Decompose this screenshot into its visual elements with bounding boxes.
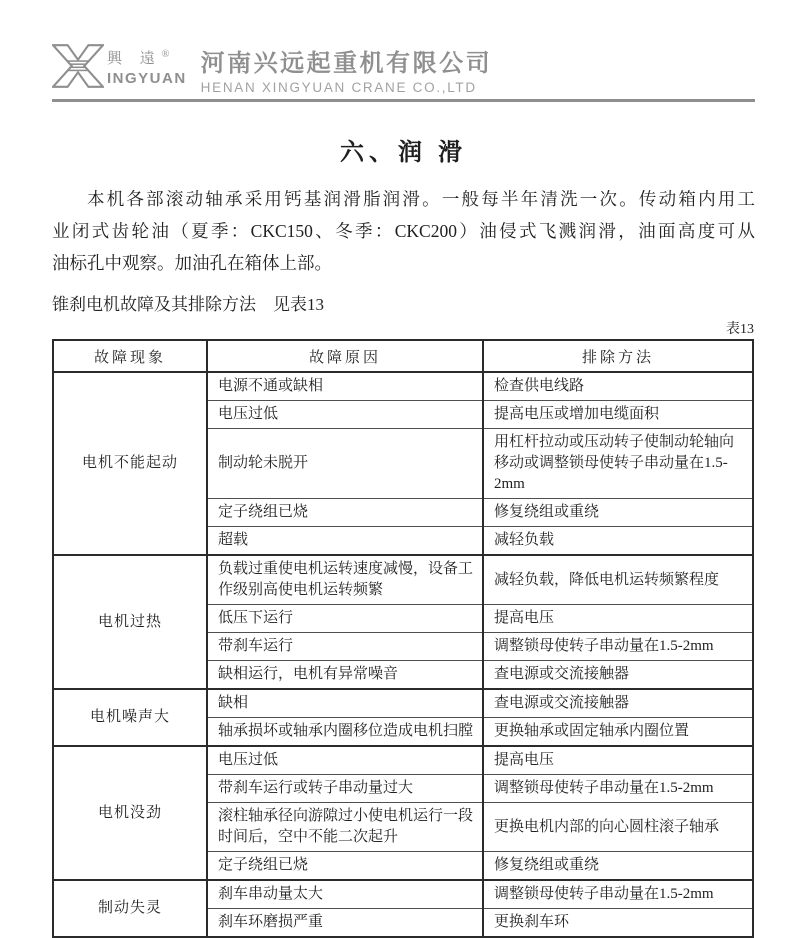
cause-cell: 负载过重使电机运转速度减慢，设备工作级别高使电机运转频繁 (207, 555, 483, 605)
cause-cell: 缺相运行，电机有异常噪音 (207, 661, 483, 690)
paragraph-line: 油标孔中观察。加油孔在箱体上部。 (52, 253, 332, 273)
remedy-cell: 更换电机内部的向心圆柱滚子轴承 (483, 803, 753, 852)
phenomenon-cell: 电机没劲 (53, 746, 207, 880)
table-header-row (53, 340, 753, 372)
column-header-phenomenon: 故障现象 (53, 340, 207, 372)
paragraph-line: 本机各部滚动轴承采用钙基润滑脂润滑。一般每半年清洗一次。传动箱内用工 (87, 189, 755, 209)
cause-cell: 电压过低 (207, 401, 483, 429)
remedy-cell: 检查供电线路 (483, 372, 753, 401)
xingyuan-x-logo-icon (52, 44, 104, 88)
phenomenon-cell: 电机不能起动 (53, 372, 207, 555)
cause-cell: 电压过低 (207, 746, 483, 775)
remedy-cell: 调整锁母使转子串动量在1.5-2mm (483, 775, 753, 803)
table-row (53, 372, 753, 401)
column-header-cause: 故障原因 (207, 340, 483, 372)
phenomenon-cell: 电机过热 (53, 555, 207, 689)
remedy-cell: 更换刹车环 (483, 909, 753, 938)
brand-block (107, 47, 187, 87)
remedy-cell: 查电源或交流接触器 (483, 661, 753, 690)
cause-cell: 低压下运行 (207, 605, 483, 633)
remedy-cell: 调整锁母使转子串动量在1.5-2mm (483, 633, 753, 661)
table-row (53, 689, 753, 718)
remedy-cell: 查电源或交流接触器 (483, 689, 753, 718)
header-divider (52, 99, 755, 102)
phenomenon-cell: 制动失灵 (53, 880, 207, 937)
cause-cell: 刹车环磨损严重 (207, 909, 483, 938)
body-paragraph (52, 183, 755, 279)
remedy-cell: 修复绕组或重绕 (483, 852, 753, 881)
phenomenon-cell: 电机噪声大 (53, 689, 207, 746)
cause-cell: 缺相 (207, 689, 483, 718)
fault-table (52, 339, 754, 938)
cause-cell: 制动轮未脱开 (207, 429, 483, 499)
company-name-en: HENAN XINGYUAN CRANE CO.,LTD (200, 80, 477, 95)
table-number-label: 表13 (726, 322, 754, 337)
cause-cell: 带刹车运行或转子串动量过大 (207, 775, 483, 803)
remedy-cell: 更换轴承或固定轴承内圈位置 (483, 718, 753, 747)
remedy-cell: 提高电压 (483, 746, 753, 775)
brand-name-latin: INGYUAN (107, 70, 187, 87)
remedy-cell: 修复绕组或重绕 (483, 499, 753, 527)
brand-name-cn (107, 47, 187, 67)
cause-cell: 刹车串动量太大 (207, 880, 483, 909)
registered-trademark-icon: ® (161, 49, 170, 60)
remedy-cell: 减轻负载 (483, 527, 753, 556)
remedy-cell: 用杠杆拉动或压动转子使制动轮轴向移动或调整锁母使转子串动量在1.5-2mm (483, 429, 753, 499)
cause-cell: 定子绕组已烧 (207, 852, 483, 881)
company-logo (52, 38, 187, 88)
remedy-cell: 提高电压或增加电缆面积 (483, 401, 753, 429)
remedy-cell: 调整锁母使转子串动量在1.5-2mm (483, 880, 753, 909)
paragraph-line: 业闭式齿轮油（夏季：CKC150、冬季：CKC200）油侵式飞溅润滑，油面高度可从 (52, 221, 755, 241)
remedy-cell: 提高电压 (483, 605, 753, 633)
company-name-block (201, 43, 493, 95)
cause-cell: 超载 (207, 527, 483, 556)
cause-cell: 轴承损坏或轴承内圈移位造成电机扫膛 (207, 718, 483, 747)
cause-cell: 带刹车运行 (207, 633, 483, 661)
table-intro: 锥刹电机故障及其排除方法 见表13 (52, 295, 324, 314)
table-row (53, 555, 753, 605)
cause-cell: 定子绕组已烧 (207, 499, 483, 527)
table-row (53, 880, 753, 909)
table-row (53, 746, 753, 775)
cause-cell: 电源不通或缺相 (207, 372, 483, 401)
remedy-cell: 减轻负载，降低电机运转频繁程度 (483, 555, 753, 605)
column-header-remedy: 排除方法 (483, 340, 753, 372)
page-header (52, 38, 755, 95)
section-title: 六、润 滑 (340, 140, 467, 166)
brand-cn-text: 興 遠 (107, 51, 162, 67)
company-name-cn: 河南兴远起重机有限公司 (200, 50, 493, 77)
cause-cell: 滚柱轴承径向游隙过小使电机运行一段时间后，空中不能二次起升 (207, 803, 483, 852)
